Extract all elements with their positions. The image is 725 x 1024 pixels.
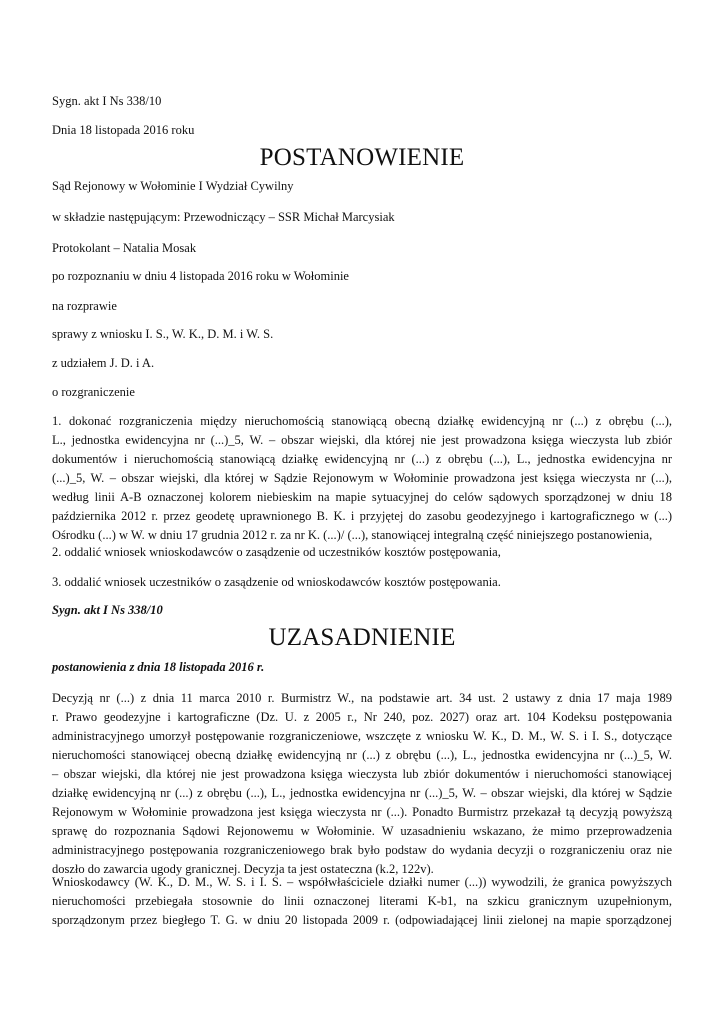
ruling-point-3: 3. oddalić wniosek uczestników o zasądzenie od wnioskodawców kosztów postępowania. (52, 575, 501, 589)
text-line: administracyjnego postępowania rozgraniczeniowego brak było podstaw do wydania decyzji o rozgraniczeniu oraz nie (52, 843, 672, 857)
text-line: Rejonowym w Wołominie prowadzona jest księga wieczysta nr (...). Ponadto Burmistrz przekazał tą decyzją powyższą (52, 805, 672, 819)
text-line: r. Prawo geodezyjne i kartograficzne (Dz. U. z 2005 r., Nr 240, poz. 2027) oraz art. 104 Kodeksu postępowania (52, 710, 672, 724)
text-line: – obszar wiejski, dla której nie jest prowadzona księga wieczysta lub zbiór dokumentów i nieruchomości stanowiącej (52, 767, 672, 781)
clerk-line: Protokolant – Natalia Mosak (52, 241, 197, 255)
justification-paragraph-2 (52, 873, 672, 930)
text-line: dokumentów i nieruchomością stanowiącą działkę ewidencyjną nr (...) z obrębu (...), L., jednostka ewidencyjna nr (52, 452, 672, 466)
text-line: Decyzją nr (...) z dnia 11 marca 2010 r. Burmistrz W., na podstawie art. 34 ust. 2 ustawy z dnia 17 maja 1989 (52, 691, 672, 705)
justification-paragraph-1 (52, 689, 672, 879)
case-participants: z udziałem J. D. i A. (52, 356, 155, 370)
text-line: 1. dokonać rozgraniczenia między nieruchomością stanowiącą obecną działkę ewidencyjną nr (...) z obrębu (...), (52, 414, 672, 428)
text-line: Ośrodku (...) w W. w dniu 17 grudnia 2012 r. za nr K. (...)/ (...), stanowiącej integralną część niniejszego postanowienia, (52, 528, 653, 542)
justification-title: UZASADNIENIE (268, 624, 456, 651)
case-subject: o rozgraniczenie (52, 385, 135, 399)
text-line: administracyjnego umorzył postępowanie rozgraniczeniowe, wszczęte z wniosku W. K., D. M., W. S. i I. S., dotyczące (52, 729, 672, 743)
case-parties-applicants: sprawy z wniosku I. S., W. K., D. M. i W. S. (52, 327, 274, 341)
ruling-point-1 (52, 412, 672, 545)
text-line: nieruchomości stanowiącej obecną działkę ewidencyjną nr (...) z obrębu (...), L., jednostka ewidencyjna nr (...)_5, W. (52, 748, 672, 762)
text-line: (...)_5, W. – obszar wiejski, dla której w Sądzie Rejonowym w Wołominie prowadzona jest księga wieczysta nr (...), (52, 471, 672, 485)
decision-date: Dnia 18 listopada 2016 roku (52, 123, 195, 137)
hearing-type: na rozprawie (52, 299, 117, 313)
text-line: sprawę do rozpoznania Sądowi Rejonowemu w Wołominie. W uzasadnieniu wskazano, że mimo przeprowadzenia (52, 824, 672, 838)
text-line: sporządzonym przez biegłego T. G. w dniu 20 listopada 2009 r. (odpowiadającej linii zielonej na mapie sporządzonej (52, 913, 672, 927)
justification-subtitle: postanowienia z dnia 18 listopada 2016 r. (52, 660, 265, 674)
panel-composition: w składzie następującym: Przewodniczący – SSR Michał Marcysiak (52, 210, 395, 224)
ruling-point-2: 2. oddalić wniosek wnioskodawców o zasądzenie od uczestników kosztów postępowania, (52, 545, 501, 559)
text-line: Wnioskodawcy (W. K., D. M., W. S. i I. S. – współwłaściciele działki numer (...)) wywodzili, że granica powyższych (52, 875, 672, 889)
text-line: października 2012 r. przez geodetę uprawnionego B. K. i przyjętej do zasobu geodezyjnego i kartograficznego w (...) (52, 509, 672, 523)
text-line: L., jednostka ewidencyjna nr (...)_5, W. – obszar wiejski, dla której nie jest prowadzona księga wieczysta lub zbiór (52, 433, 672, 447)
text-line: nieruchomości przebiegała stosownie do linii oznaczonej literami K-b1, na szkicu granicznym uzupełnionym, (52, 894, 672, 908)
hearing-date-line: po rozpoznaniu w dniu 4 listopada 2016 roku w Wołominie (52, 269, 349, 283)
text-line: według linii A-B oznaczonej kolorem niebieskim na mapie sytuacyjnej do celów sądowych sporządzonej w dniu 18 (52, 490, 672, 504)
text-line: działkę ewidencyjną nr (...) z obrębu (...), L., jednostka ewidencyjna nr (...)_5, W. – obszar wiejski, dla której w Sądzie (52, 786, 672, 800)
case-reference: Sygn. akt I Ns 338/10 (52, 94, 162, 108)
document-title: POSTANOWIENIE (259, 144, 465, 171)
court-name: Sąd Rejonowy w Wołominie I Wydział Cywilny (52, 179, 294, 193)
justification-case-reference: Sygn. akt I Ns 338/10 (52, 603, 163, 617)
text-line: doszło do zawarcia ugody granicznej. Decyzja ta jest ostateczna (k.2, 122v). (52, 862, 434, 876)
